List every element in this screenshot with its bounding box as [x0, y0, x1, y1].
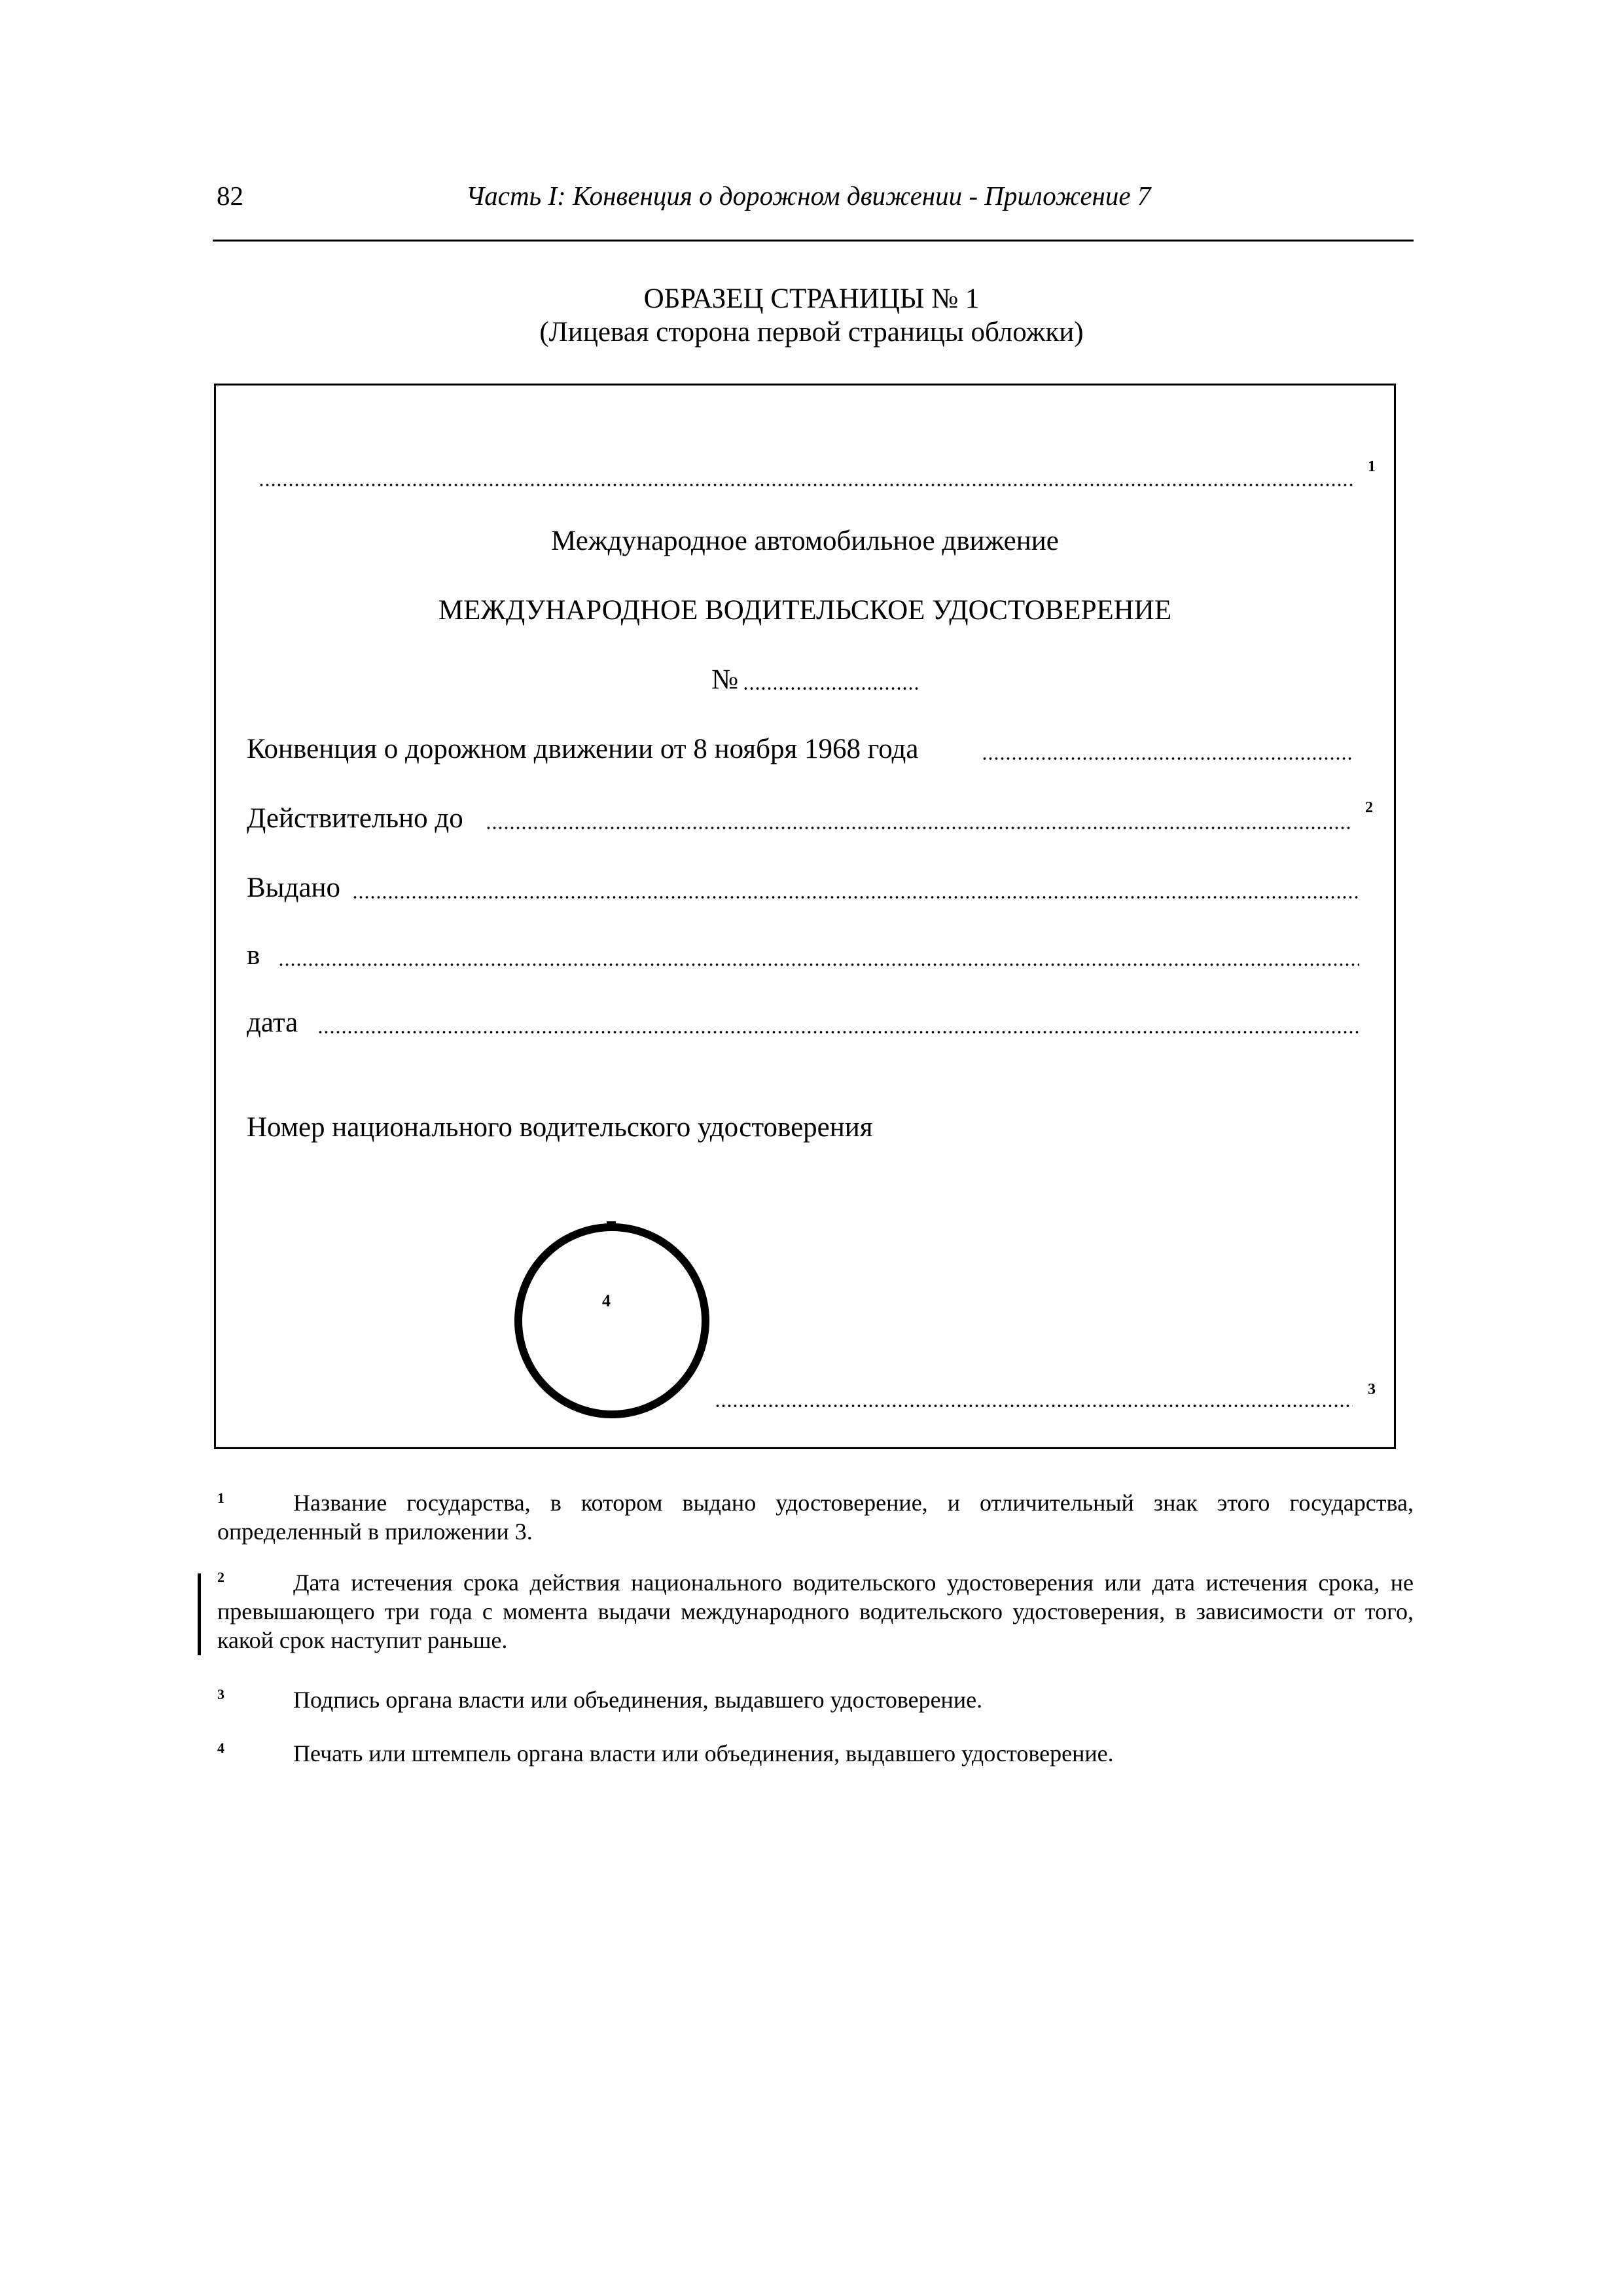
valid-until-dotted-line: [486, 826, 1353, 830]
valid-until-label: Действительно до: [247, 803, 463, 834]
international-traffic-line: Международное автомобильное движение: [551, 526, 1059, 556]
footnote-1: [217, 1488, 1414, 1546]
footnote-4-text: Печать или штемпель органа власти или объединения, выдавшего удостоверение.: [293, 1740, 1114, 1767]
sample-page-subtitle: (Лицевая сторона первой страницы обложки): [539, 317, 1084, 348]
date-label: дата: [247, 1007, 298, 1038]
footnote-marker-3: 3: [217, 1686, 224, 1702]
page-number: 82: [217, 181, 243, 211]
footnote-ref-1: 1: [1368, 458, 1376, 475]
running-header-title: Часть I: Конвенция о дорожном движении - Приложение 7: [466, 181, 1151, 211]
footnote-3: [217, 1685, 1414, 1714]
footnote-2: [217, 1568, 1414, 1655]
national-permit-number-label: Номер национального водительского удостоверения: [247, 1112, 873, 1143]
footnote-4: [217, 1739, 1414, 1768]
sample-page-title: ОБРАЗЕЦ СТРАНИЦЫ № 1: [643, 283, 980, 314]
footnote-3-text: Подпись органа власти или объединения, выдавшего удостоверение.: [293, 1687, 983, 1713]
footnote-marker-1: 1: [217, 1490, 224, 1506]
change-bar: [198, 1573, 201, 1655]
place-label: в: [247, 940, 260, 971]
seal-circle-tick: [607, 1221, 616, 1228]
date-dotted-line: [317, 1030, 1359, 1034]
convention-dotted-line: [982, 757, 1353, 761]
convention-label: Конвенция о дорожном движении от 8 ноября 1968 года: [247, 734, 919, 764]
footnote-ref-4: 4: [602, 1291, 611, 1310]
place-dotted-line: [278, 963, 1359, 967]
footnote-marker-4: 4: [217, 1740, 224, 1756]
issued-by-label: Выдано: [247, 872, 341, 903]
footnote-1-text: Название государства, в котором выдано удостоверение, и отличительный знак этого государства, определенный в приложении 3.: [217, 1490, 1414, 1545]
country-name-dotted-line: [259, 483, 1353, 487]
permit-number-dotted-line: [743, 687, 921, 691]
permit-number-label: №: [711, 664, 739, 695]
issued-by-dotted-line: [352, 895, 1359, 899]
footnote-marker-2: 2: [217, 1569, 224, 1585]
footnote-2-text: Дата истечения срока действия национального водительского удостоверения или дата истечения срока, не превышающего три года с момента выдачи международного водительского удостоверения, в зависимости от того, какой срок наступит раньше.: [217, 1570, 1414, 1653]
footnote-ref-3: 3: [1368, 1381, 1376, 1398]
seal-circle: [514, 1223, 709, 1418]
permit-cover-form: [214, 384, 1396, 1449]
permit-title: МЕЖДУНАРОДНОЕ ВОДИТЕЛЬСКОЕ УДОСТОВЕРЕНИЕ: [438, 595, 1172, 626]
footnote-ref-2: 2: [1365, 799, 1373, 816]
header-rule: [213, 240, 1414, 242]
signature-dotted-line: [715, 1404, 1353, 1408]
